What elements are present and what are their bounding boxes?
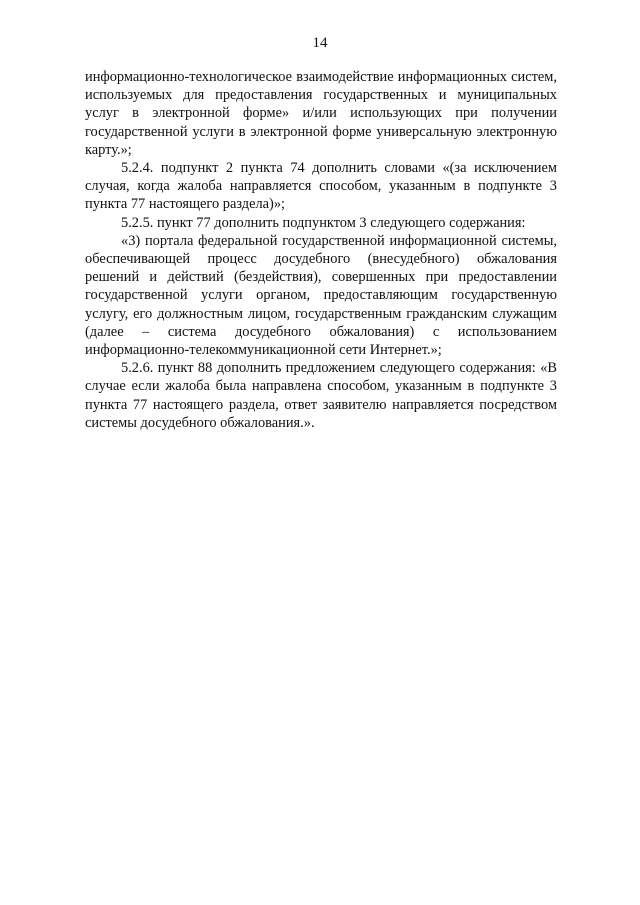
page-number: 14: [312, 35, 328, 51]
paragraph-5-2-5: 5.2.5. пункт 77 дополнить подпунктом 3 следующего содержания:: [121, 214, 526, 231]
paragraph-subitem-3: «3) портала федеральной государственной информационной системы, обеспечивающей процесс досудебного (внесудебного) обжалования решений и действий (бездействия), совершенных при предоставлении государственной услуги органом, предоставляющим государственную услугу, его должностным лицом, государственным гражданским служащим (далее – система досудебного обжалования) с использованием информационно-телекоммуникационной сети Интернет.»;: [85, 232, 557, 359]
paragraph-5-2-6: 5.2.6. пункт 88 дополнить предложением следующего содержания: «В случае если жалоба была направлена способом, указанным в подпункте 3 пункта 77 настоящего раздела, ответ заявителю направляется посредством системы досудебного обжалования.».: [85, 360, 557, 431]
paragraph-5-2-4: 5.2.4. подпункт 2 пункта 74 дополнить словами «(за исключением случая, когда жалоба направляется способом, указанным в подпункте 3 пункта 77 настоящего раздела)»;: [85, 160, 557, 213]
document-body: [85, 68, 557, 432]
paragraph-continuation: информационно-технологическое взаимодействие информационных систем, используемых для предоставления государственных и муниципальных услуг в электронной форме» и/или использующих при получении государственной услуги в электронной форме универсальную электронную карту.»;: [85, 69, 557, 158]
